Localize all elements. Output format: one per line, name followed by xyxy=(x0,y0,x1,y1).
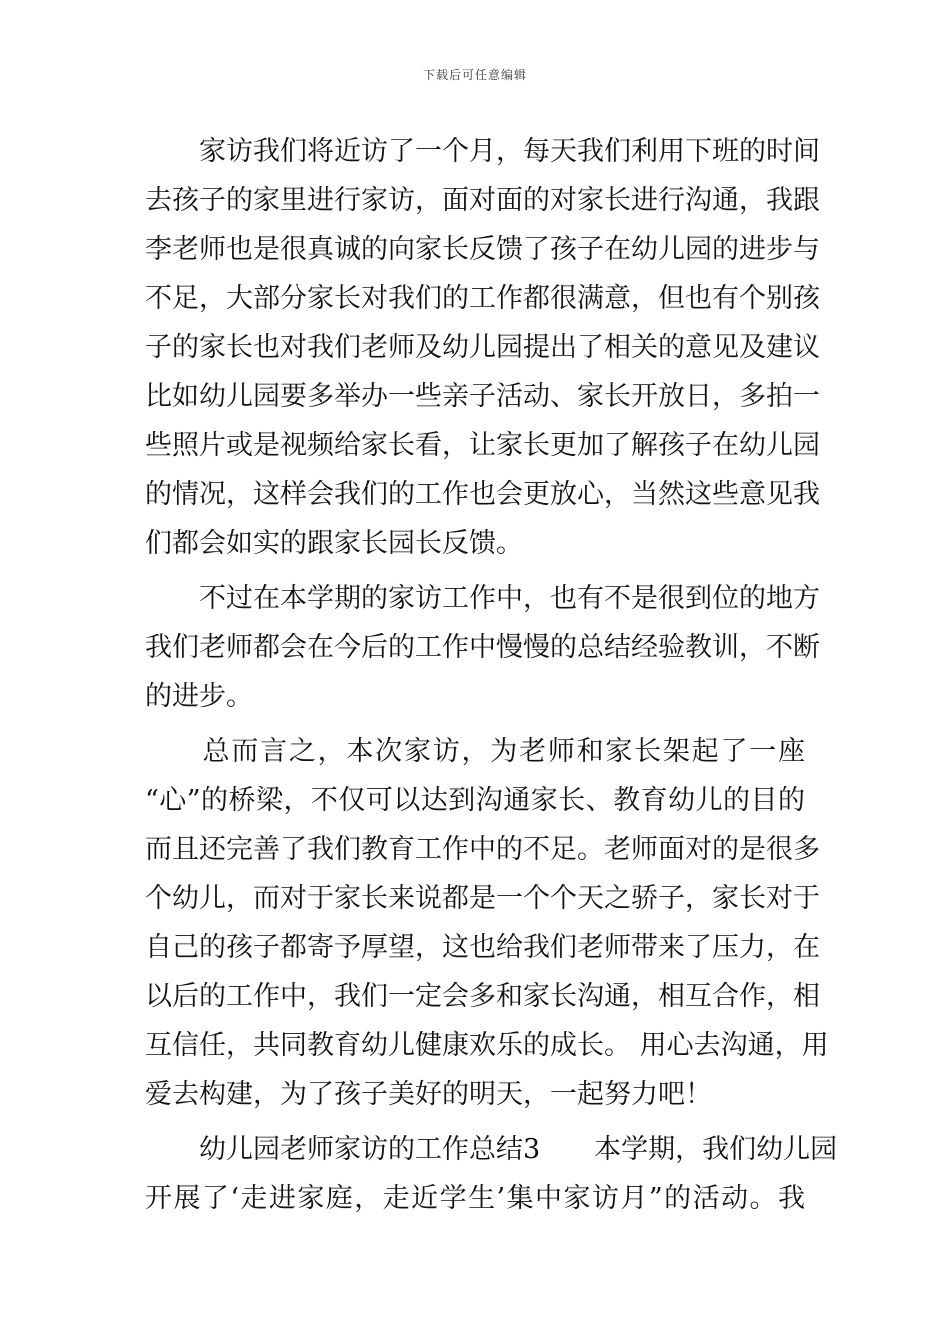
paragraph-1 xyxy=(145,127,820,568)
text-line: 个幼儿，而对于家长来说都是一个个天之骄子，家长对于 xyxy=(145,883,820,914)
text-line: 去孩子的家里进行家访，面对面的对家长进行沟通，我跟 xyxy=(145,185,820,216)
paragraph-3 xyxy=(145,727,829,1119)
text-line: 互信任，共同教育幼儿健康欢乐的成长。 用心去沟通，用 xyxy=(145,1030,829,1061)
text-line: 而且还完善了我们教育工作中的不足。老师面对的是很多 xyxy=(145,834,820,865)
document-body xyxy=(145,127,838,1223)
text-line: 的情况，这样会我们的工作也会更放心，当然这些意见我 xyxy=(145,479,820,510)
text-line: 不足，大部分家长对我们的工作都很满意，但也有个别孩 xyxy=(145,283,820,314)
text-line: 李老师也是很真诚的向家长反馈了孩子在幼儿园的进步与 xyxy=(145,234,820,265)
text-line: 爱去构建，为了孩子美好的明天，一起努力吧！ xyxy=(145,1079,712,1110)
text-line: 的进步。 xyxy=(145,681,253,712)
text-line: 们都会如实的跟家长园长反馈。 xyxy=(145,528,523,559)
text-line: 幼儿园老师家访的工作总结3 本学期，我们幼儿园 xyxy=(145,1134,838,1165)
text-line: 开展了‘走进家庭，走近学生’集中家访月”的活动。我 xyxy=(145,1183,805,1214)
text-line: 比如幼儿园要多举办一些亲子活动、家长开放日，多拍一 xyxy=(145,381,820,412)
paragraph-2 xyxy=(145,574,820,721)
header-note: 下载后可任意编辑 xyxy=(422,68,527,82)
text-line: “心”的桥梁，不仅可以达到沟通家长、教育幼儿的目的 xyxy=(145,785,805,816)
text-line: 总而言之，本次家访，为老师和家长架起了一座 xyxy=(145,736,805,767)
text-line: 子的家长也对我们老师及幼儿园提出了相关的意见及建议 xyxy=(145,332,820,363)
text-line: 不过在本学期的家访工作中，也有不是很到位的地方 xyxy=(145,583,820,614)
text-line: 我们老师都会在今后的工作中慢慢的总结经验教训，不断 xyxy=(145,632,820,663)
text-line: 些照片或是视频给家长看，让家长更加了解孩子在幼儿园 xyxy=(145,430,820,461)
text-line: 以后的工作中，我们一定会多和家长沟通，相互合作，相 xyxy=(145,981,820,1012)
paragraph-4 xyxy=(145,1125,838,1223)
text-line: 家访我们将近访了一个月，每天我们利用下班的时间 xyxy=(145,136,820,167)
text-line: 自己的孩子都寄予厚望，这也给我们老师带来了压力，在 xyxy=(145,932,820,963)
